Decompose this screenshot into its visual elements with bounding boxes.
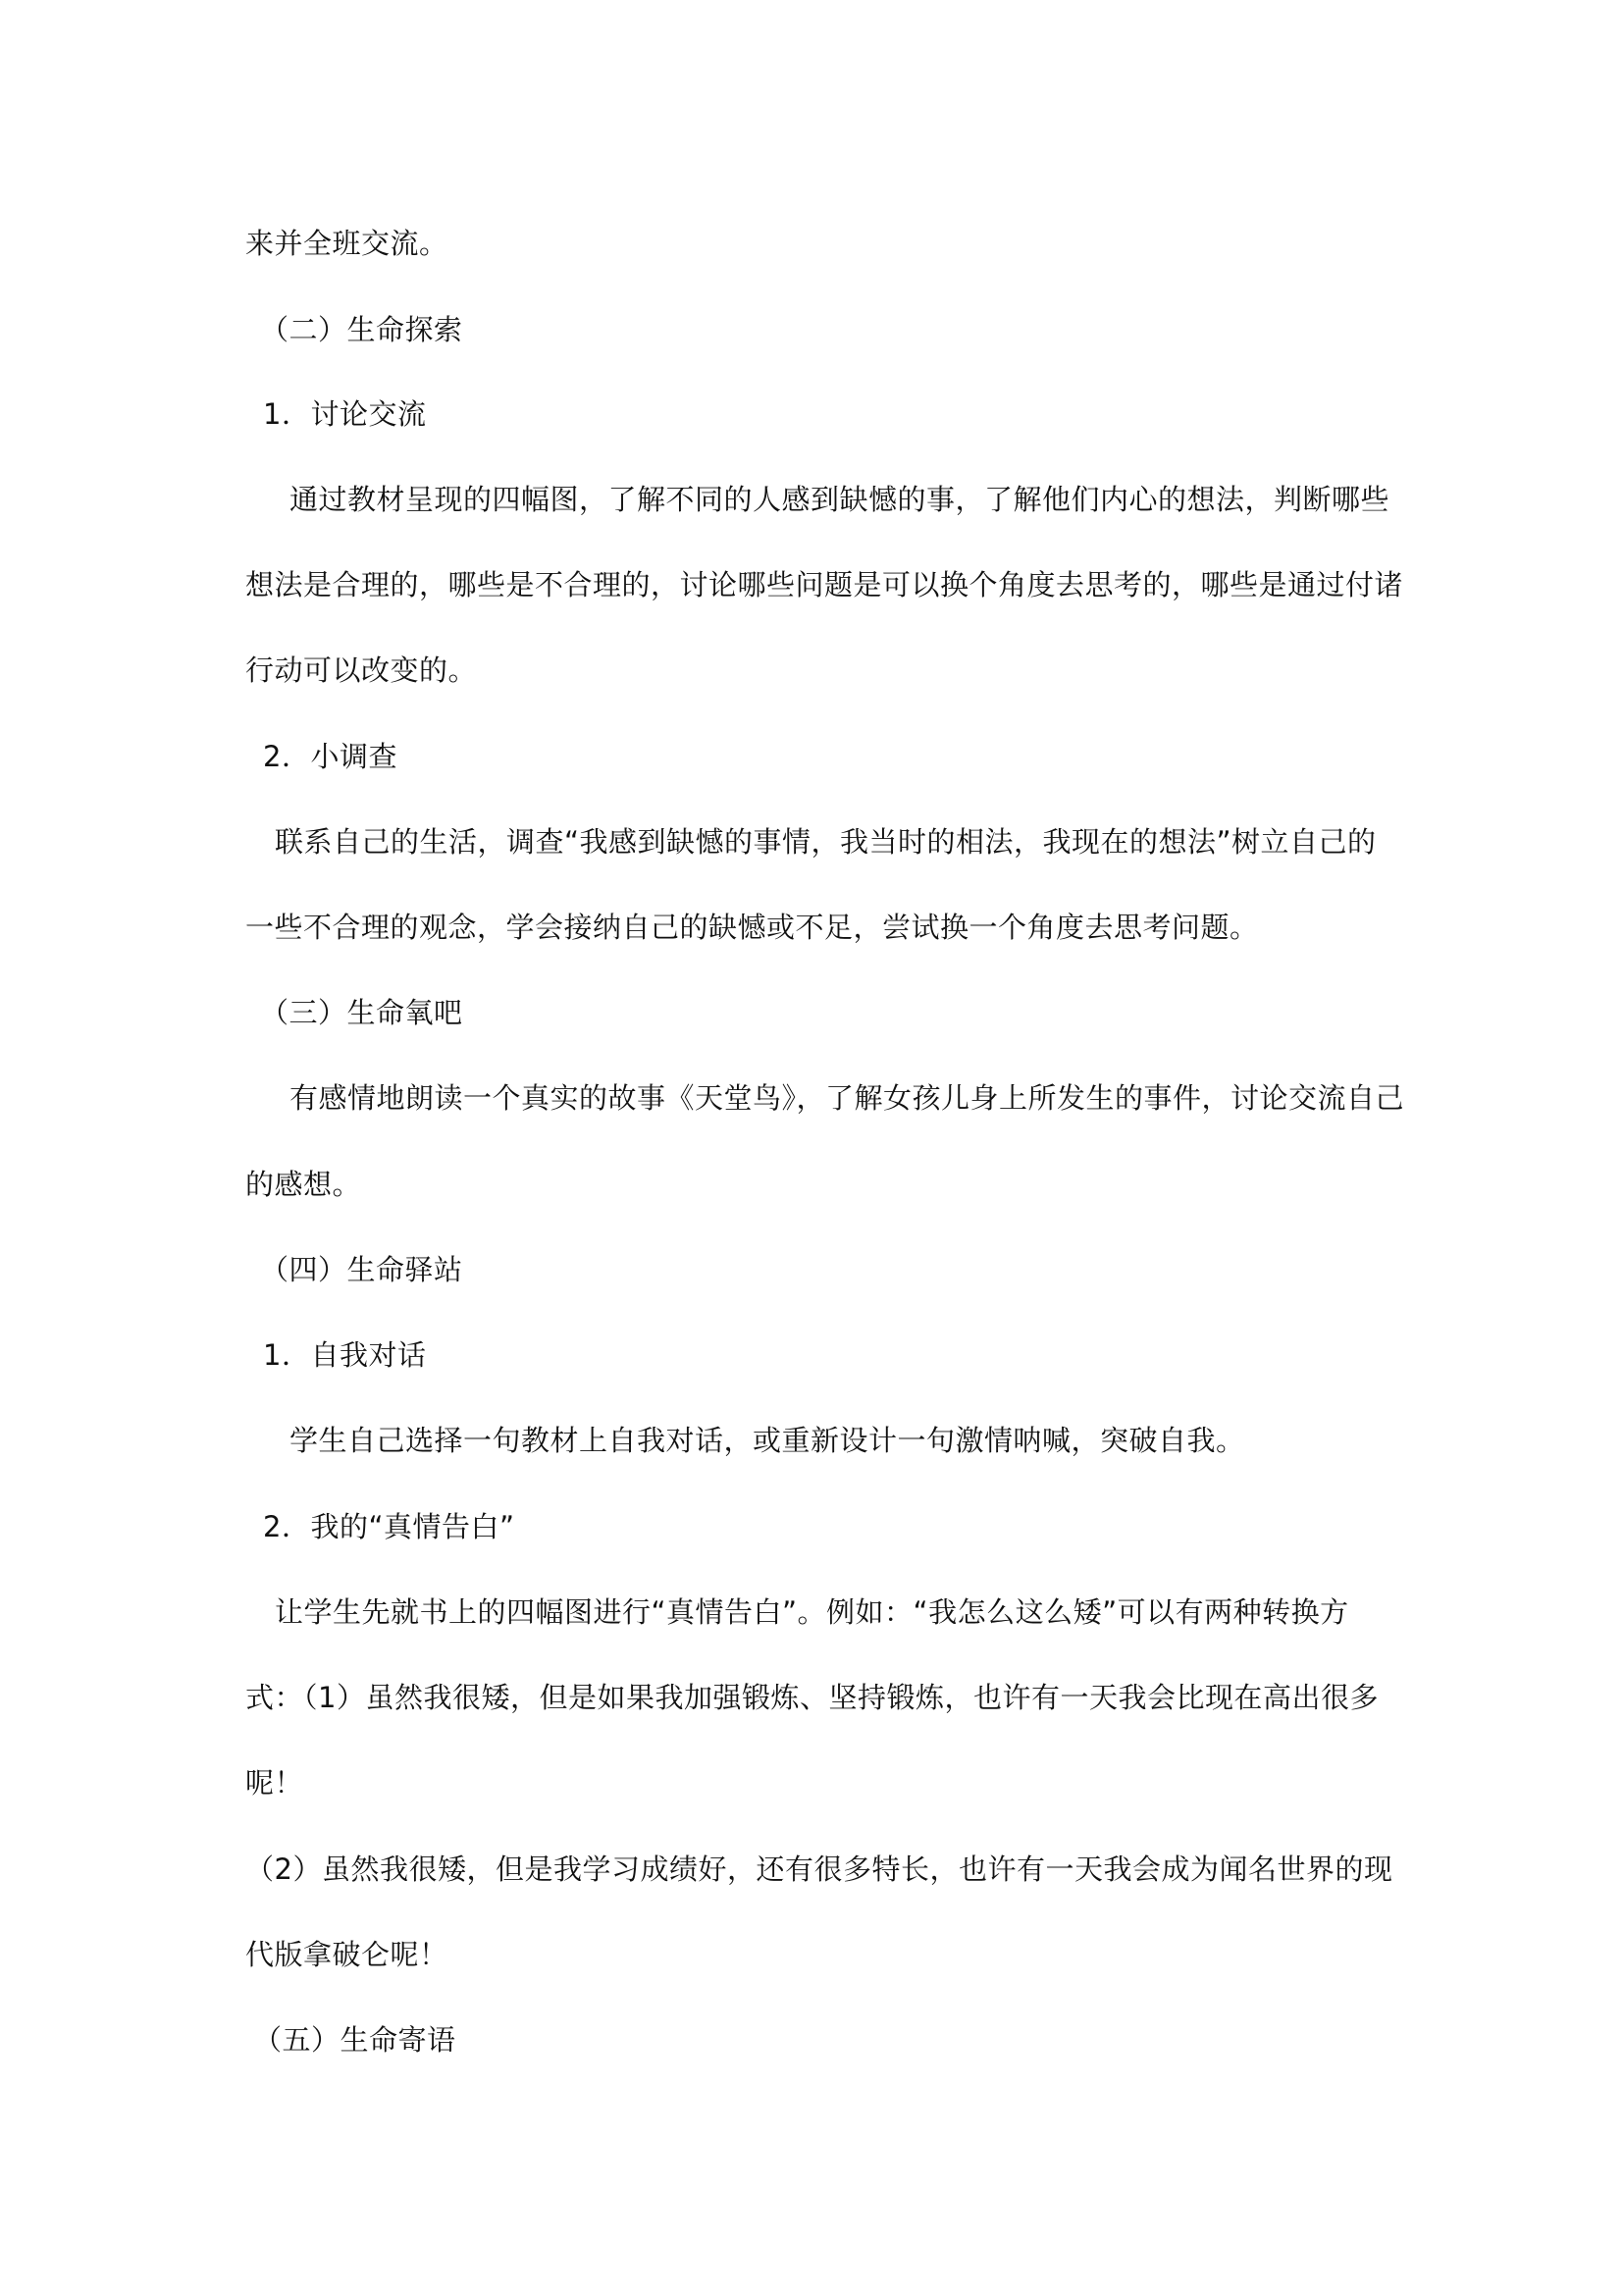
paragraph-line: 让学生先就书上的四幅图进行“真情告白”。例如：“我怎么这么矮”可以有两种转换方: [275, 1595, 1349, 1629]
paragraph-line: 想法是合理的，哪些是不合理的，讨论哪些问题是可以换个角度去思考的，哪些是通过付诸: [245, 568, 1404, 601]
section-heading-life-exploration: （二）生命探索: [260, 313, 463, 346]
section-heading-life-message: （五）生命寄语: [253, 2023, 456, 2057]
paragraph-line: 通过教材呈现的四幅图，了解不同的人感到缺憾的事，了解他们内心的想法，判断哪些: [289, 483, 1390, 516]
subheading-self-dialogue: 1．自我对话: [263, 1338, 427, 1372]
paragraph-line: 联系自己的生活，调查“我感到缺憾的事情，我当时的相法，我现在的想法”树立自己的: [275, 825, 1377, 859]
paragraph-line: 代版拿破仑呢！: [245, 1938, 448, 1971]
paragraph-line: 行动可以改变的。: [245, 653, 478, 687]
paragraph-continuation: 来并全班交流。: [245, 227, 448, 260]
paragraph-line: 式：（1）虽然我很矮，但是如果我加强锻炼、坚持锻炼，也许有一天我会比现在高出很多: [245, 1681, 1379, 1714]
subheading-discussion: 1．讨论交流: [263, 397, 427, 431]
paragraph-line: （2）虽然我很矮，但是我学习成绩好，还有很多特长，也许有一天我会成为闻名世界的现: [245, 1852, 1393, 1886]
paragraph-line: 呢！: [245, 1766, 304, 1800]
subheading-small-survey: 2．小调查: [263, 740, 397, 773]
paragraph-line: 的感想。: [245, 1168, 362, 1201]
paragraph-line: 一些不合理的观念，学会接纳自己的缺憾或不足，尝试换一个角度去思考问题。: [245, 911, 1259, 944]
section-heading-life-oxygen-bar: （三）生命氧吧: [260, 996, 463, 1029]
paragraph-line: 有感情地朗读一个真实的故事《天堂鸟》，了解女孩儿身上所发生的事件，讨论交流自己: [289, 1081, 1405, 1115]
subheading-true-confession: 2．我的“真情告白”: [263, 1510, 515, 1543]
paragraph-line: 学生自己选择一句教材上自我对话，或重新设计一句激情呐喊，突破自我。: [289, 1424, 1245, 1457]
section-heading-life-station: （四）生命驿站: [260, 1253, 463, 1286]
